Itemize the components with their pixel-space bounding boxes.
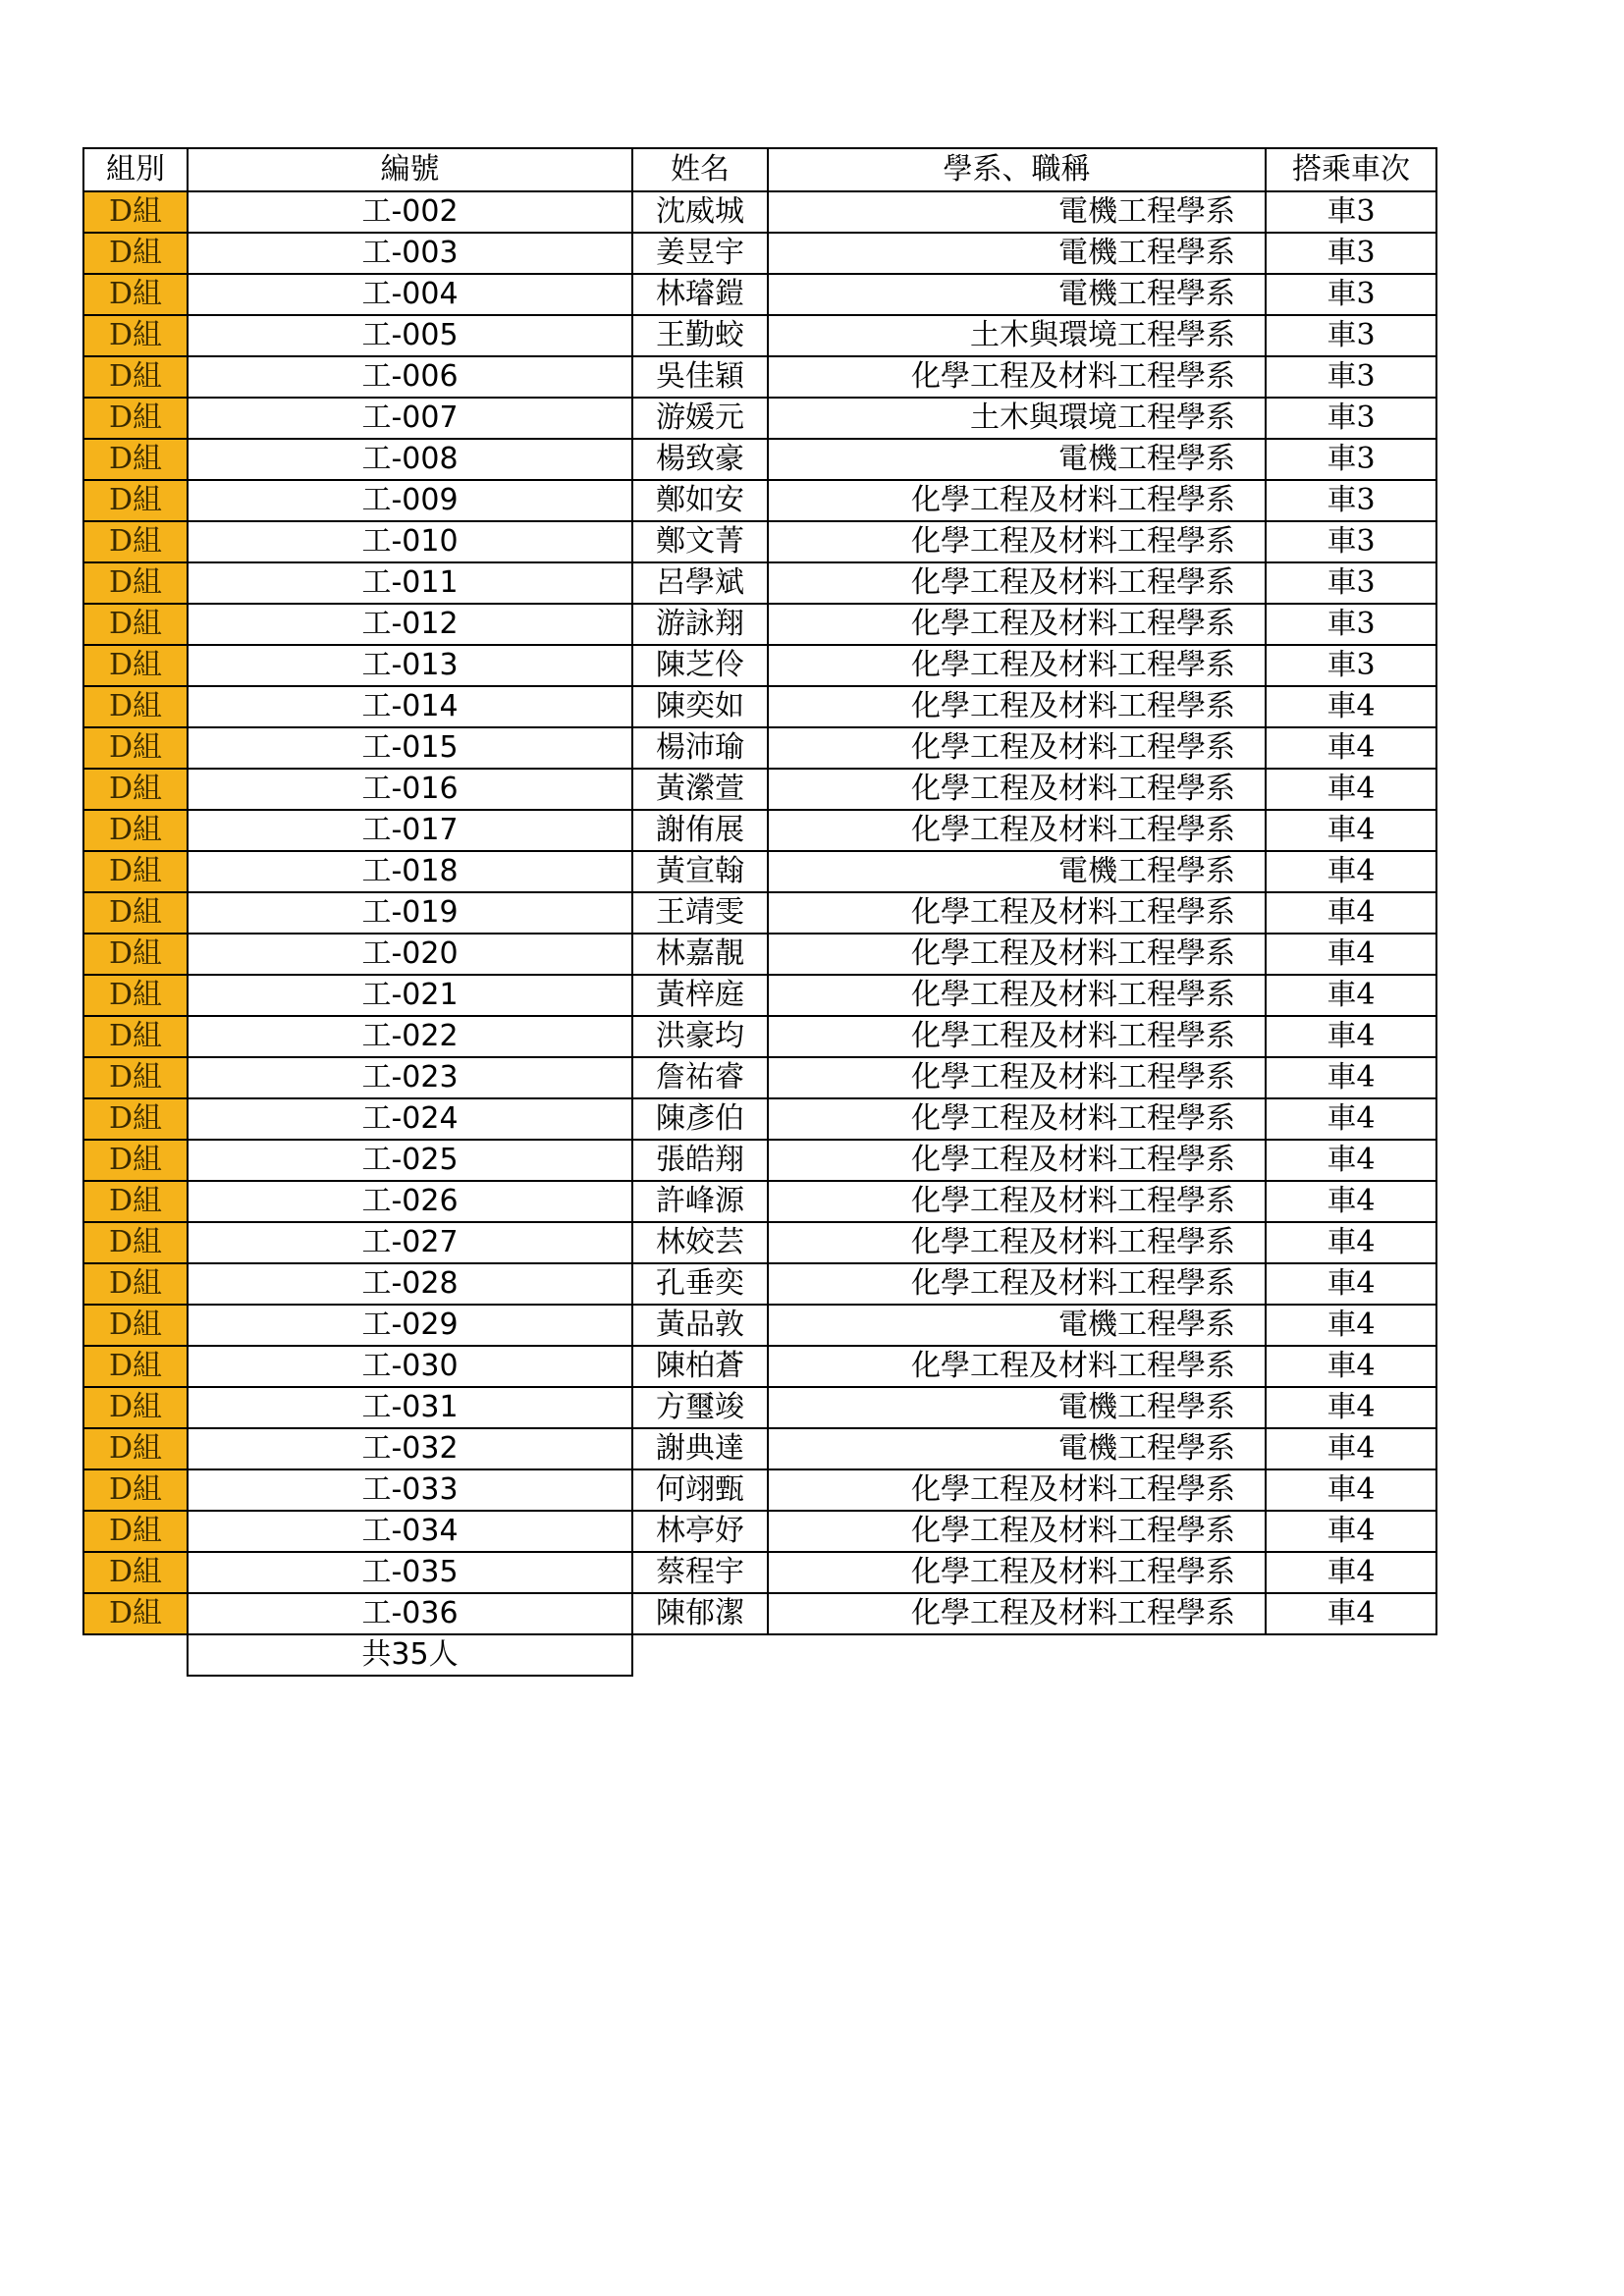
group-cell <box>83 892 188 934</box>
group-label: D組 <box>108 1596 163 1630</box>
group-cell <box>83 975 188 1016</box>
dept-cell: 化學工程及材料工程學系 <box>768 975 1266 1016</box>
dept-cell: 化學工程及材料工程學系 <box>768 1057 1266 1098</box>
group-cell <box>83 1016 188 1057</box>
bus-cell: 車4 <box>1266 1057 1436 1098</box>
dept-cell: 化學工程及材料工程學系 <box>768 1098 1266 1140</box>
group-label: D組 <box>108 400 163 435</box>
table-row <box>83 1181 1436 1222</box>
bus-cell: 車4 <box>1266 892 1436 934</box>
table-row <box>83 1263 1436 1305</box>
id-cell: 工-018 <box>188 851 632 892</box>
bus-cell: 車3 <box>1266 521 1436 562</box>
dept-cell: 化學工程及材料工程學系 <box>768 356 1266 398</box>
table-row <box>83 274 1436 315</box>
total-row <box>83 1634 1436 1676</box>
group-label: D組 <box>108 978 163 1012</box>
table-row <box>83 439 1436 480</box>
group-label: D組 <box>108 772 163 806</box>
dept-cell: 化學工程及材料工程學系 <box>768 645 1266 686</box>
table-row <box>83 769 1436 810</box>
group-cell <box>83 480 188 521</box>
name-cell: 王勤蛟 <box>632 315 768 356</box>
group-label: D組 <box>108 1060 163 1095</box>
group-label: D組 <box>108 236 163 270</box>
dept-cell: 電機工程學系 <box>768 1428 1266 1469</box>
header-group: 組別 <box>83 148 188 191</box>
name-cell: 楊沛瑜 <box>632 727 768 769</box>
dept-cell: 電機工程學系 <box>768 1305 1266 1346</box>
group-label: D組 <box>108 565 163 600</box>
id-cell: 工-009 <box>188 480 632 521</box>
group-label: D組 <box>108 524 163 559</box>
dept-cell: 化學工程及材料工程學系 <box>768 562 1266 604</box>
group-cell <box>83 604 188 645</box>
bus-cell: 車3 <box>1266 604 1436 645</box>
name-cell: 林亭妤 <box>632 1511 768 1552</box>
bus-cell: 車4 <box>1266 1469 1436 1511</box>
group-cell <box>83 1263 188 1305</box>
bus-cell: 車4 <box>1266 934 1436 975</box>
table-row <box>83 810 1436 851</box>
group-label: D組 <box>108 1143 163 1177</box>
header-id: 編號 <box>188 148 632 191</box>
id-cell: 工-028 <box>188 1263 632 1305</box>
group-cell <box>83 315 188 356</box>
dept-cell: 土木與環境工程學系 <box>768 315 1266 356</box>
dept-cell: 化學工程及材料工程學系 <box>768 1469 1266 1511</box>
group-label: D組 <box>108 607 163 641</box>
id-cell: 工-021 <box>188 975 632 1016</box>
name-cell: 方璽竣 <box>632 1387 768 1428</box>
dept-cell: 化學工程及材料工程學系 <box>768 934 1266 975</box>
bus-cell: 車4 <box>1266 1387 1436 1428</box>
table-row <box>83 1346 1436 1387</box>
dept-cell: 化學工程及材料工程學系 <box>768 727 1266 769</box>
group-cell <box>83 1140 188 1181</box>
dept-cell: 電機工程學系 <box>768 233 1266 274</box>
table-row <box>83 1222 1436 1263</box>
bus-cell: 車4 <box>1266 1552 1436 1593</box>
id-cell: 工-003 <box>188 233 632 274</box>
bus-cell: 車4 <box>1266 1181 1436 1222</box>
group-cell <box>83 934 188 975</box>
dept-cell: 化學工程及材料工程學系 <box>768 1346 1266 1387</box>
group-cell <box>83 1552 188 1593</box>
id-cell: 工-010 <box>188 521 632 562</box>
id-cell: 工-035 <box>188 1552 632 1593</box>
id-cell: 工-007 <box>188 398 632 439</box>
bus-cell: 車3 <box>1266 233 1436 274</box>
table-row <box>83 934 1436 975</box>
id-cell: 工-024 <box>188 1098 632 1140</box>
bus-cell: 車4 <box>1266 975 1436 1016</box>
dept-cell: 電機工程學系 <box>768 851 1266 892</box>
group-cell <box>83 233 188 274</box>
participant-table <box>82 147 1437 1677</box>
group-cell <box>83 1593 188 1634</box>
table-row <box>83 315 1436 356</box>
name-cell: 王靖雯 <box>632 892 768 934</box>
name-cell: 謝侑展 <box>632 810 768 851</box>
group-cell <box>83 274 188 315</box>
group-label: D組 <box>108 1472 163 1507</box>
group-label: D組 <box>108 1184 163 1218</box>
table-body <box>83 191 1436 1634</box>
table-row <box>83 851 1436 892</box>
dept-cell: 化學工程及材料工程學系 <box>768 892 1266 934</box>
group-label: D組 <box>108 1431 163 1466</box>
table-row <box>83 1387 1436 1428</box>
name-cell: 楊致豪 <box>632 439 768 480</box>
group-label: D組 <box>108 1101 163 1136</box>
bus-cell: 車3 <box>1266 480 1436 521</box>
id-cell: 工-029 <box>188 1305 632 1346</box>
table-row <box>83 892 1436 934</box>
group-cell <box>83 686 188 727</box>
dept-cell: 化學工程及材料工程學系 <box>768 521 1266 562</box>
group-cell <box>83 727 188 769</box>
group-label: D組 <box>108 895 163 930</box>
id-cell: 工-033 <box>188 1469 632 1511</box>
name-cell: 黃瀠萱 <box>632 769 768 810</box>
table-row <box>83 521 1436 562</box>
table-row <box>83 562 1436 604</box>
id-cell: 工-023 <box>188 1057 632 1098</box>
total-spacer <box>632 1634 768 1676</box>
group-cell <box>83 356 188 398</box>
id-cell: 工-036 <box>188 1593 632 1634</box>
bus-cell: 車3 <box>1266 191 1436 233</box>
group-cell <box>83 810 188 851</box>
name-cell: 蔡程宇 <box>632 1552 768 1593</box>
dept-cell: 電機工程學系 <box>768 274 1266 315</box>
dept-cell: 化學工程及材料工程學系 <box>768 480 1266 521</box>
table-row <box>83 1016 1436 1057</box>
group-label: D組 <box>108 1555 163 1589</box>
bus-cell: 車3 <box>1266 562 1436 604</box>
group-label: D組 <box>108 1308 163 1342</box>
dept-cell: 化學工程及材料工程學系 <box>768 1511 1266 1552</box>
name-cell: 黃梓庭 <box>632 975 768 1016</box>
name-cell: 黃品敦 <box>632 1305 768 1346</box>
name-cell: 林姣芸 <box>632 1222 768 1263</box>
id-cell: 工-014 <box>188 686 632 727</box>
table-row <box>83 1057 1436 1098</box>
group-label: D組 <box>108 936 163 971</box>
name-cell: 陳奕如 <box>632 686 768 727</box>
group-label: D組 <box>108 648 163 682</box>
dept-cell: 化學工程及材料工程學系 <box>768 1140 1266 1181</box>
bus-cell: 車4 <box>1266 810 1436 851</box>
id-cell: 工-005 <box>188 315 632 356</box>
group-label: D組 <box>108 1390 163 1424</box>
group-label: D組 <box>108 689 163 723</box>
name-cell: 陳彥伯 <box>632 1098 768 1140</box>
table-row <box>83 1593 1436 1634</box>
dept-cell: 化學工程及材料工程學系 <box>768 1181 1266 1222</box>
group-cell <box>83 1346 188 1387</box>
bus-cell: 車4 <box>1266 1305 1436 1346</box>
header-name: 姓名 <box>632 148 768 191</box>
bus-cell: 車4 <box>1266 1593 1436 1634</box>
name-cell: 詹祐睿 <box>632 1057 768 1098</box>
name-cell: 姜昱宇 <box>632 233 768 274</box>
group-label: D組 <box>108 359 163 394</box>
group-cell <box>83 191 188 233</box>
dept-cell: 化學工程及材料工程學系 <box>768 1593 1266 1634</box>
id-cell: 工-017 <box>188 810 632 851</box>
table-row <box>83 1469 1436 1511</box>
id-cell: 工-015 <box>188 727 632 769</box>
group-label: D組 <box>108 277 163 311</box>
group-label: D組 <box>108 442 163 476</box>
dept-cell: 化學工程及材料工程學系 <box>768 1016 1266 1057</box>
bus-cell: 車4 <box>1266 851 1436 892</box>
bus-cell: 車4 <box>1266 1263 1436 1305</box>
group-label: D組 <box>108 1349 163 1383</box>
group-label: D組 <box>108 854 163 888</box>
group-cell <box>83 769 188 810</box>
group-cell <box>83 1305 188 1346</box>
dept-cell: 電機工程學系 <box>768 191 1266 233</box>
dept-cell: 電機工程學系 <box>768 439 1266 480</box>
table-row <box>83 727 1436 769</box>
name-cell: 陳柏蒼 <box>632 1346 768 1387</box>
dept-cell: 化學工程及材料工程學系 <box>768 1263 1266 1305</box>
group-cell <box>83 562 188 604</box>
group-cell <box>83 398 188 439</box>
id-cell: 工-022 <box>188 1016 632 1057</box>
bus-cell: 車3 <box>1266 356 1436 398</box>
name-cell: 呂學斌 <box>632 562 768 604</box>
table-row <box>83 1305 1436 1346</box>
name-cell: 鄭如安 <box>632 480 768 521</box>
name-cell: 黃宣翰 <box>632 851 768 892</box>
bus-cell: 車3 <box>1266 645 1436 686</box>
id-cell: 工-031 <box>188 1387 632 1428</box>
name-cell: 謝典達 <box>632 1428 768 1469</box>
table-row <box>83 1511 1436 1552</box>
id-cell: 工-026 <box>188 1181 632 1222</box>
bus-cell: 車3 <box>1266 398 1436 439</box>
table-row <box>83 191 1436 233</box>
bus-cell: 車4 <box>1266 1140 1436 1181</box>
group-label: D組 <box>108 1225 163 1259</box>
dept-cell: 化學工程及材料工程學系 <box>768 1222 1266 1263</box>
name-cell: 游媛元 <box>632 398 768 439</box>
group-label: D組 <box>108 483 163 517</box>
id-cell: 工-013 <box>188 645 632 686</box>
id-cell: 工-012 <box>188 604 632 645</box>
name-cell: 沈威城 <box>632 191 768 233</box>
bus-cell: 車3 <box>1266 274 1436 315</box>
table-row <box>83 645 1436 686</box>
id-cell: 工-002 <box>188 191 632 233</box>
table-row <box>83 1098 1436 1140</box>
id-cell: 工-008 <box>188 439 632 480</box>
header-dept: 學系、職稱 <box>768 148 1266 191</box>
id-cell: 工-027 <box>188 1222 632 1263</box>
id-cell: 工-025 <box>188 1140 632 1181</box>
bus-cell: 車4 <box>1266 727 1436 769</box>
group-cell <box>83 1057 188 1098</box>
group-cell <box>83 1181 188 1222</box>
group-cell <box>83 439 188 480</box>
id-cell: 工-006 <box>188 356 632 398</box>
table-row <box>83 686 1436 727</box>
bus-cell: 車4 <box>1266 1098 1436 1140</box>
dept-cell: 化學工程及材料工程學系 <box>768 810 1266 851</box>
id-cell: 工-034 <box>188 1511 632 1552</box>
id-cell: 工-016 <box>188 769 632 810</box>
name-cell: 許峰源 <box>632 1181 768 1222</box>
table-row <box>83 480 1436 521</box>
name-cell: 林嘉靚 <box>632 934 768 975</box>
total-count: 共35人 <box>188 1634 632 1676</box>
group-cell <box>83 1469 188 1511</box>
group-cell <box>83 1222 188 1263</box>
name-cell: 陳郁潔 <box>632 1593 768 1634</box>
bus-cell: 車4 <box>1266 1511 1436 1552</box>
table-row <box>83 1428 1436 1469</box>
id-cell: 工-020 <box>188 934 632 975</box>
table-row <box>83 1552 1436 1593</box>
group-cell <box>83 1387 188 1428</box>
dept-cell: 化學工程及材料工程學系 <box>768 686 1266 727</box>
group-cell <box>83 1511 188 1552</box>
name-cell: 陳芝伶 <box>632 645 768 686</box>
group-cell <box>83 645 188 686</box>
group-label: D組 <box>108 1019 163 1053</box>
dept-cell: 化學工程及材料工程學系 <box>768 1552 1266 1593</box>
table-row <box>83 1140 1436 1181</box>
bus-cell: 車4 <box>1266 1346 1436 1387</box>
bus-cell: 車3 <box>1266 439 1436 480</box>
group-cell <box>83 521 188 562</box>
dept-cell: 化學工程及材料工程學系 <box>768 769 1266 810</box>
total-spacer <box>83 1634 188 1676</box>
bus-cell: 車3 <box>1266 315 1436 356</box>
group-cell <box>83 1428 188 1469</box>
name-cell: 林璿鎧 <box>632 274 768 315</box>
bus-cell: 車4 <box>1266 769 1436 810</box>
bus-cell: 車4 <box>1266 1428 1436 1469</box>
name-cell: 鄭文菁 <box>632 521 768 562</box>
name-cell: 游詠翔 <box>632 604 768 645</box>
id-cell: 工-032 <box>188 1428 632 1469</box>
id-cell: 工-004 <box>188 274 632 315</box>
bus-cell: 車4 <box>1266 1016 1436 1057</box>
group-label: D組 <box>108 1514 163 1548</box>
id-cell: 工-019 <box>188 892 632 934</box>
table-row <box>83 975 1436 1016</box>
table-row <box>83 233 1436 274</box>
table-row <box>83 604 1436 645</box>
name-cell: 吳佳穎 <box>632 356 768 398</box>
bus-cell: 車4 <box>1266 686 1436 727</box>
group-cell <box>83 851 188 892</box>
group-cell <box>83 1098 188 1140</box>
name-cell: 張皓翔 <box>632 1140 768 1181</box>
dept-cell: 土木與環境工程學系 <box>768 398 1266 439</box>
name-cell: 洪豪均 <box>632 1016 768 1057</box>
dept-cell: 電機工程學系 <box>768 1387 1266 1428</box>
total-spacer <box>1266 1634 1436 1676</box>
group-label: D組 <box>108 318 163 352</box>
table-row <box>83 356 1436 398</box>
id-cell: 工-011 <box>188 562 632 604</box>
header-bus: 搭乘車次 <box>1266 148 1436 191</box>
id-cell: 工-030 <box>188 1346 632 1387</box>
table-row <box>83 398 1436 439</box>
bus-cell: 車4 <box>1266 1222 1436 1263</box>
group-label: D組 <box>108 194 163 229</box>
group-label: D組 <box>108 730 163 765</box>
name-cell: 孔垂奕 <box>632 1263 768 1305</box>
total-spacer <box>768 1634 1266 1676</box>
group-label: D組 <box>108 1266 163 1301</box>
name-cell: 何翊甄 <box>632 1469 768 1511</box>
group-label: D組 <box>108 813 163 847</box>
header-row <box>83 148 1436 191</box>
dept-cell: 化學工程及材料工程學系 <box>768 604 1266 645</box>
